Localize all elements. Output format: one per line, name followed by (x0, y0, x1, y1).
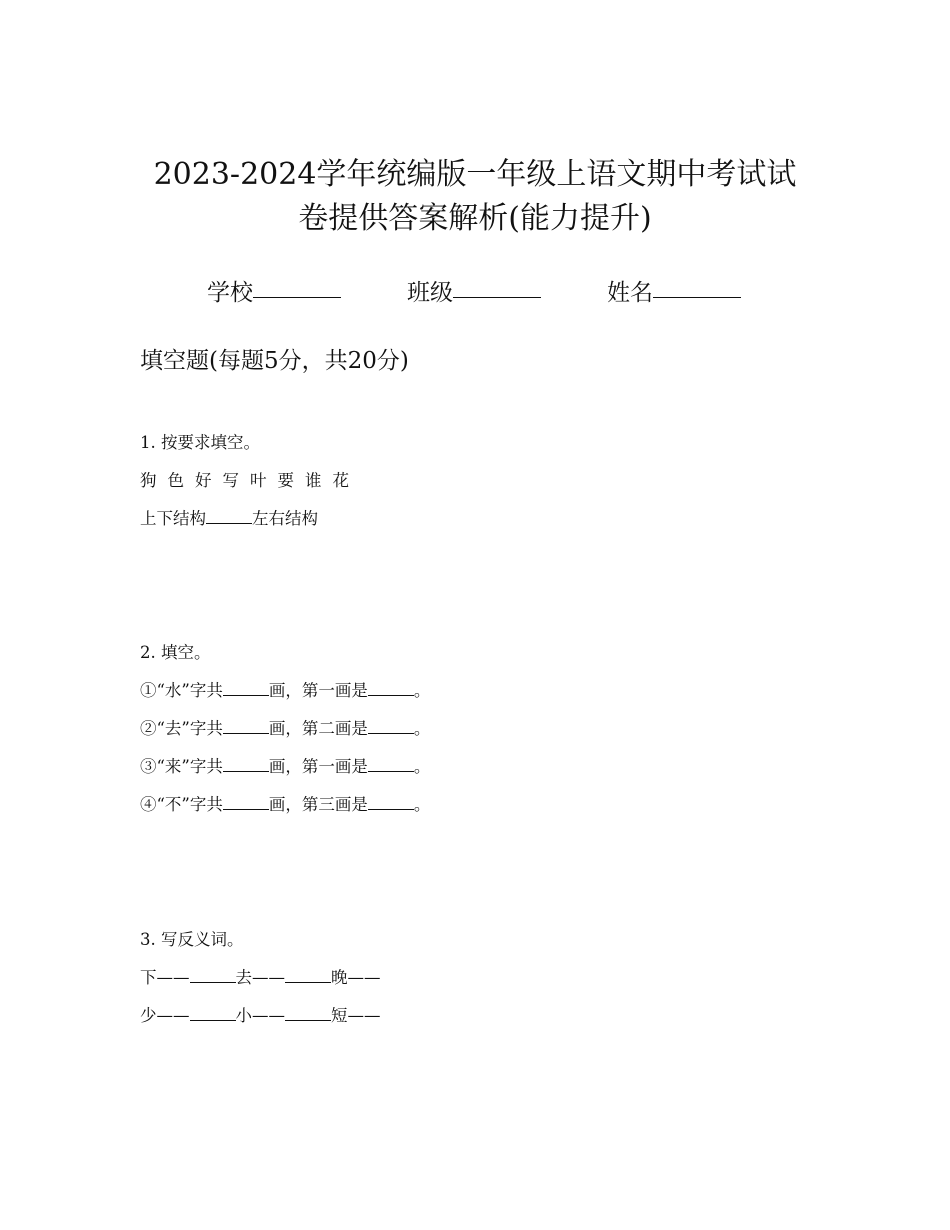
q2-item-text: 。 (413, 795, 431, 814)
page-title-line-1: 2023-2024学年统编版一年级上语文期中考试试 (153, 157, 797, 192)
q1-blank[interactable] (206, 508, 252, 524)
q3-row-1 (140, 966, 381, 990)
q2-item-text: 画，第一画是 (268, 681, 368, 700)
q3-word: 去—— (235, 968, 285, 987)
q3-word: 短—— (331, 1006, 381, 1025)
q2-item-text: ④“不”字共 (140, 795, 223, 814)
name-field (607, 276, 741, 310)
q2-item-text: 画，第一画是 (268, 757, 368, 776)
q1-char-list (140, 469, 360, 493)
q1-char: 好 (195, 471, 212, 490)
q2-prompt: 2. 填空。 (140, 643, 211, 662)
section-heading: 填空题(每题5分，共20分) (140, 348, 409, 374)
q3-word: 小—— (235, 1006, 285, 1025)
q3-word: 晚—— (331, 968, 381, 987)
q2-item-4 (140, 793, 430, 817)
page-title-line-2: 卷提供答案解析(能力提升) (298, 201, 652, 236)
q2-item-text: ③“来”字共 (140, 757, 223, 776)
name-label: 姓名 (607, 280, 653, 306)
q2-stroke-count-blank[interactable] (223, 794, 269, 810)
school-field (207, 276, 341, 310)
q2-stroke-count-blank[interactable] (223, 718, 269, 734)
q3-prompt: 3. 写反义词。 (140, 930, 244, 949)
q2-stroke-count-blank[interactable] (223, 756, 269, 772)
q2-stroke-blank[interactable] (368, 680, 414, 696)
q2-item-text: 画，第二画是 (268, 719, 368, 738)
q1-char: 花 (332, 471, 349, 490)
q3-antonym-blank[interactable] (285, 967, 331, 983)
q2-item-1 (140, 679, 430, 703)
q2-item-text: 。 (413, 719, 431, 738)
q2-item-text: 。 (413, 681, 431, 700)
name-blank[interactable] (653, 297, 741, 298)
q3-word: 下—— (140, 968, 190, 987)
school-label: 学校 (207, 280, 253, 306)
class-label: 班级 (407, 280, 453, 306)
q1-char: 叶 (250, 471, 267, 490)
q2-stroke-count-blank[interactable] (223, 680, 269, 696)
class-blank[interactable] (453, 297, 541, 298)
q2-stroke-blank[interactable] (368, 756, 414, 772)
class-field (407, 276, 541, 310)
q3-antonym-blank[interactable] (285, 1005, 331, 1021)
q1-char: 要 (277, 471, 294, 490)
school-blank[interactable] (253, 297, 341, 298)
q1-prompt: 1. 按要求填空。 (140, 433, 260, 452)
q1-char: 狗 (140, 471, 157, 490)
q3-antonym-blank[interactable] (190, 1005, 236, 1021)
q2-stroke-blank[interactable] (368, 794, 414, 810)
q1-structure-row (140, 507, 318, 531)
q2-item-text: ①“水”字共 (140, 681, 223, 700)
q3-antonym-blank[interactable] (190, 967, 236, 983)
q1-char: 谁 (305, 471, 322, 490)
q1-top-bottom-label: 上下结构 (140, 509, 206, 528)
q2-stroke-blank[interactable] (368, 718, 414, 734)
q2-item-text: 画，第三画是 (268, 795, 368, 814)
q2-item-2 (140, 717, 430, 741)
q3-word: 少—— (140, 1006, 190, 1025)
q1-char: 色 (167, 471, 184, 490)
q2-item-text: ②“去”字共 (140, 719, 223, 738)
q3-row-2 (140, 1004, 381, 1028)
q2-item-text: 。 (413, 757, 431, 776)
q1-left-right-label: 左右结构 (252, 509, 318, 528)
q1-char: 写 (222, 471, 239, 490)
q2-item-3 (140, 755, 430, 779)
